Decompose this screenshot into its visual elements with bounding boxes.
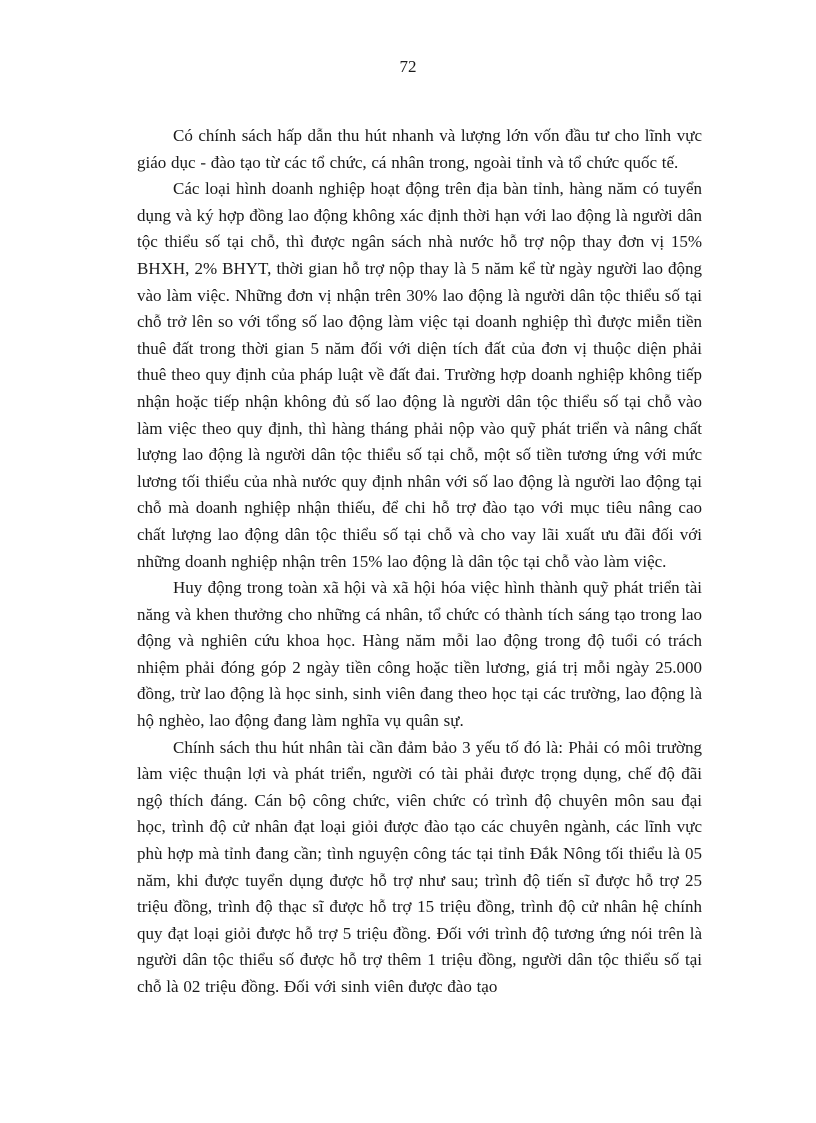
paragraph-investment-policy: Có chính sách hấp dẫn thu hút nhanh và lượng lớn vốn đầu tư cho lĩnh vực giáo dục - đào tạo từ các tổ chức, cá nhân trong, ngoài tỉnh và tổ chức quốc tế. bbox=[137, 126, 702, 172]
paragraph-enterprise-labor-policy: Các loại hình doanh nghiệp hoạt động trên địa bàn tỉnh, hàng năm có tuyển dụng và ký hợp đồng lao động không xác định thời hạn với lao động là người dân tộc thiểu số tại chỗ, thì được ngân sách nhà nước hỗ trợ nộp thay đơn vị 15% BHXH, 2% BHYT, thời gian hỗ trợ nộp thay là 5 năm kể từ ngày người lao động vào làm việc. Những đơn vị nhận trên 30% lao động là người dân tộc thiểu số tại chỗ trở lên so với tổng số lao động làm việc tại doanh nghiệp thì được miễn tiền thuê đất trong thời gian 5 năm đối với diện tích đất của đơn vị thuộc diện phải thuê theo quy định của pháp luật về đất đai. Trường hợp doanh nghiệp không tiếp nhận hoặc tiếp nhận không đủ số lao động là người dân tộc thiểu số tại chỗ vào làm việc theo quy định, thì hàng tháng phải nộp vào quỹ phát triển và nâng chất lượng lao động là người dân tộc thiểu số tại chỗ, một số tiền tương ứng với mức lương tối thiểu của nhà nước quy định nhân với số lao động là người lao động tại chỗ mà doanh nghiệp nhận thiếu, để chi hỗ trợ đào tạo với mục tiêu nâng cao chất lượng lao động dân tộc thiểu số tại chỗ và cho vay lãi xuất ưu đãi đối với những doanh nghiệp nhận trên 15% lao động là dân tộc tại chỗ vào làm việc. bbox=[137, 179, 702, 571]
paragraph-talent-attraction: Chính sách thu hút nhân tài cần đảm bảo 3 yếu tố đó là: Phải có môi trường làm việc thuận lợi và phát triển, người có tài phải được trọng dụng, chế độ đãi ngộ thích đáng. Cán bộ công chức, viên chức có trình độ chuyên môn sau đại học, trình độ cử nhân đạt loại giỏi được đào tạo các chuyên ngành, các lĩnh vực phù hợp mà tỉnh đang cần; tình nguyện công tác tại tỉnh Đắk Nông tối thiểu là 05 năm, khi được tuyển dụng được hỗ trợ như sau; trình độ tiến sĩ được hỗ trợ 25 triệu đồng, trình độ thạc sĩ được hỗ trợ 15 triệu đồng, trình độ cử nhân hệ chính quy đạt loại giỏi được hỗ trợ 5 triệu đồng. Đối với trình độ tương ứng nói trên là người dân tộc thiểu số được hỗ trợ thêm 1 triệu đồng, người dân tộc thiểu số tại chỗ là 02 triệu đồng. Đối với sinh viên được đào tạo bbox=[137, 737, 702, 996]
document-body bbox=[137, 123, 702, 1001]
paragraph-talent-fund: Huy động trong toàn xã hội và xã hội hóa việc hình thành quỹ phát triển tài năng và khen thưởng cho những cá nhân, tổ chức có thành tích sáng tạo trong lao động và nghiên cứu khoa học. Hàng năm mỗi lao động trong độ tuổi có trách nhiệm phải đóng góp 2 ngày tiền công hoặc tiền lương, giá trị mỗi ngày 25.000 đồng, trừ lao động là học sinh, sinh viên đang theo học tại các trường, lao động là hộ nghèo, lao động đang làm nghĩa vụ quân sự. bbox=[137, 578, 702, 731]
page-number: 72 bbox=[399, 57, 417, 76]
